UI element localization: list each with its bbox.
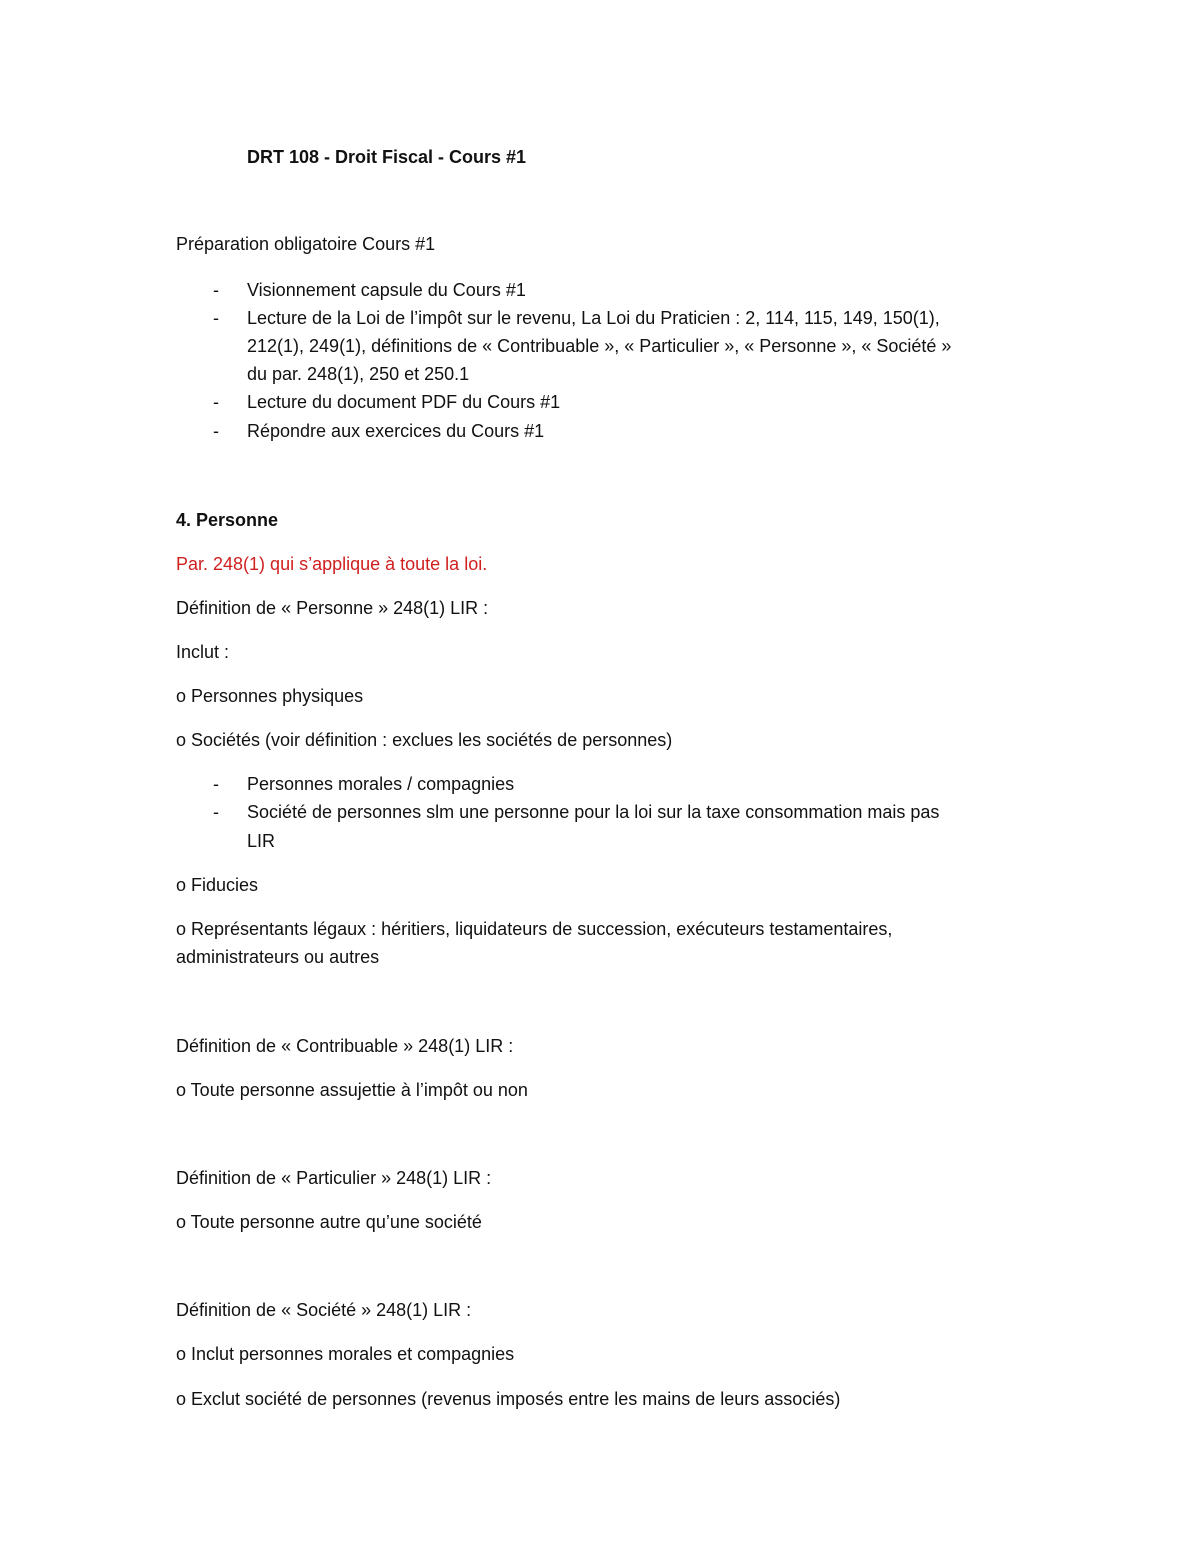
list-item-societes: o Sociétés (voir définition : exclues les sociétés de personnes): [176, 730, 673, 750]
list-item-personnes-physiques: o Personnes physiques: [176, 686, 364, 706]
list-bullet: -: [213, 802, 219, 822]
list-bullet: -: [213, 774, 219, 794]
inclut-label: Inclut :: [176, 642, 230, 662]
document-title: DRT 108 - Droit Fiscal - Cours #1: [247, 147, 527, 167]
particulier-item: o Toute personne autre qu’une société: [176, 1212, 482, 1232]
list-item-text: Lecture de la Loi de l’impôt sur le revenu, La Loi du Praticien : 2, 114, 115, 149, 150(1),: [247, 308, 940, 328]
list-item-representants-cont: administrateurs ou autres: [176, 947, 380, 967]
societe-item-inclut: o Inclut personnes morales et compagnies: [176, 1344, 515, 1364]
section-heading: 4. Personne: [176, 510, 279, 530]
list-item-text: Société de personnes slm une personne pour la loi sur la taxe consommation mais pas: [247, 802, 940, 822]
list-item-representants: o Représentants légaux : héritiers, liquidateurs de succession, exécuteurs testamentaires,: [176, 919, 893, 939]
list-bullet: -: [213, 280, 219, 300]
list-bullet: -: [213, 392, 219, 412]
list-bullet: -: [213, 421, 219, 441]
contribuable-item: o Toute personne assujettie à l’impôt ou non: [176, 1080, 528, 1100]
list-item-text: Lecture du document PDF du Cours #1: [247, 392, 561, 412]
list-bullet: -: [213, 308, 219, 328]
particulier-definition-heading: Définition de « Particulier » 248(1) LIR :: [176, 1168, 492, 1188]
list-item-text: LIR: [247, 831, 276, 851]
societe-definition-heading: Définition de « Société » 248(1) LIR :: [176, 1300, 472, 1320]
list-item-text: du par. 248(1), 250 et 250.1: [247, 364, 470, 384]
contribuable-definition-heading: Définition de « Contribuable » 248(1) LIR :: [176, 1036, 514, 1056]
personne-definition-heading: Définition de « Personne » 248(1) LIR :: [176, 598, 489, 618]
societe-item-exclut: o Exclut société de personnes (revenus imposés entre les mains de leurs associés): [176, 1389, 841, 1409]
list-item-text: Répondre aux exercices du Cours #1: [247, 421, 545, 441]
list-item-text: 212(1), 249(1), définitions de « Contribuable », « Particulier », « Personne », « Société »: [247, 336, 952, 356]
preparation-heading: Préparation obligatoire Cours #1: [176, 234, 436, 254]
section-note: Par. 248(1) qui s’applique à toute la loi.: [176, 554, 488, 574]
list-item-text: Visionnement capsule du Cours #1: [247, 280, 526, 300]
list-item-text: Personnes morales / compagnies: [247, 774, 515, 794]
list-item-fiducies: o Fiducies: [176, 875, 259, 895]
